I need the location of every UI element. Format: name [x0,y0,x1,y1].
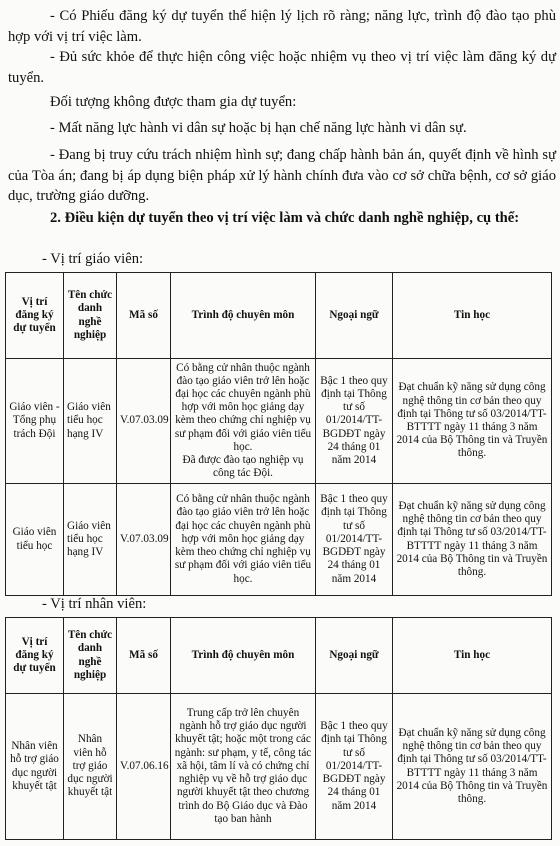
cell-position: Nhân viên hỗ trợ giáo dục người khuyết tật [6,694,64,840]
cell-title: Nhân viên hỗ trợ giáo dục người khuyết tật [64,694,117,840]
header-title: Tên chức danh nghề nghiệp [64,273,117,359]
cell-language: Bậc 1 theo quy định tại Thông tư số 01/2014/TT-BGDĐT ngày 24 tháng 01 năm 2014 [316,694,393,840]
cell-it: Đạt chuẩn kỹ năng sử dụng công nghệ thông tin cơ bản theo quy định tại Thông tư số 03/2014/TT-BTTTT ngày 11 tháng 3 năm 2014 của Bộ Thông tin và Truyền thông. [393,359,552,484]
header-position: Vị trí đăng ký dự tuyển [6,618,64,694]
cell-title: Giáo viên tiểu học hạng IV [64,484,117,596]
cell-title: Giáo viên tiểu học hạng IV [64,359,117,484]
section-heading-2: 2. Điều kiện dự tuyển theo vị trí việc làm và chức danh nghề nghiệp, cụ thể: [50,210,520,226]
header-code: Mã số [117,618,171,694]
cell-qualification: Có bằng cử nhân thuộc ngành đào tạo giáo viên trở lên hoặc đại học các chuyên ngành phù hợp với môn học giảng dạy kèm theo chứng chỉ nghiệp vụ sư phạm đối với giáo viên tiểu học. [171,484,316,596]
cell-position: Giáo viên tiểu học [6,484,64,596]
cell-language: Bậc 1 theo quy định tại Thông tư số 01/2014/TT-BGDĐT ngày 24 tháng 01 năm 2014 [316,359,393,484]
header-position: Vị trí đăng ký dự tuyển [6,273,64,359]
table-header-row [6,273,552,359]
staff-section-label: - Vị trí nhân viên: [42,596,147,612]
paragraph-criminal: - Đang bị truy cứu trách nhiệm hình sự; đang chấp hành bản án, quyết định về hình sự của Tòa án; đang bị áp dụng biện pháp xử lý hành chính đưa vào cơ sở chữa bệnh, cơ sở giáo dục, trường giáo dưỡng. [8,147,556,204]
cell-language: Bậc 1 theo quy định tại Thông tư số 01/2014/TT-BGDĐT ngày 24 tháng 01 năm 2014 [316,484,393,596]
teacher-section-label: - Vị trí giáo viên: [42,251,144,267]
cell-code: V.07.03.09 [117,359,171,484]
cell-code: V.07.03.09 [117,484,171,596]
header-qualification: Trình độ chuyên môn [171,618,316,694]
header-it: Tin học [393,273,552,359]
header-it: Tin học [393,618,552,694]
table-row [6,694,552,840]
cell-code: V.07.06.16 [117,694,171,840]
paragraph-civil-capacity: - Mất năng lực hành vi dân sự hoặc bị hạn chế năng lực hành vi dân sự. [50,120,467,136]
header-title: Tên chức danh nghề nghiệp [64,618,117,694]
qualification-text: Có bằng cử nhân thuộc ngành đào tạo giáo viên trở lên hoặc đại học các chuyên ngành phù hợp với môn học giảng dạy kèm theo chứng chỉ nghiệp vụ sư phạm đối với giáo viên tiểu học. [174,361,312,453]
qualification-extra: Đã được đào tạo nghiệp vụ công tác Đội. [182,454,304,480]
cell-it: Đạt chuẩn kỹ năng sử dụng công nghệ thông tin cơ bản theo quy định tại Thông tư số 03/2014/TT-BTTTT ngày 11 tháng 3 năm 2014 của Bộ Thông tin và Truyền thông. [393,694,552,840]
cell-qualification: Trung cấp trở lên chuyên ngành hỗ trợ giáo dục người khuyết tật; hoặc một trong các ngành: sư phạm, y tế, công tác xã hội, tâm lí và có chứng chỉ nghiệp vụ về hỗ trợ giáo dục người khuyết tật theo chương trình do Bộ Giáo dục và Đào tạo ban hành [171,694,316,840]
paragraph-ineligible-heading: Đối tượng không được tham gia dự tuyển: [50,94,297,110]
header-language: Ngoại ngữ [316,618,393,694]
cell-position: Giáo viên - Tổng phụ trách Đội [6,359,64,484]
table-row [6,484,552,596]
cell-it: Đạt chuẩn kỹ năng sử dụng công nghệ thông tin cơ bản theo quy định tại Thông tư số 03/2014/TT-BTTTT ngày 11 tháng 3 năm 2014 của Bộ Thông tin và Truyền thông. [393,484,552,596]
table-row [6,359,552,484]
staff-table [5,617,552,840]
table-header-row [6,618,552,694]
teacher-table [5,272,552,596]
paragraph-application-form: - Có Phiếu đăng ký dự tuyển thể hiện lý lịch rõ ràng; năng lực, trình độ đào tạo phù hợp với vị trí việc làm. [8,8,556,45]
cell-qualification [171,359,316,484]
header-qualification: Trình độ chuyên môn [171,273,316,359]
header-code: Mã số [117,273,171,359]
paragraph-health: - Đủ sức khỏe để thực hiện công việc hoặc nhiệm vụ theo vị trí việc làm đăng ký dự tuyển. [8,49,556,86]
header-language: Ngoại ngữ [316,273,393,359]
